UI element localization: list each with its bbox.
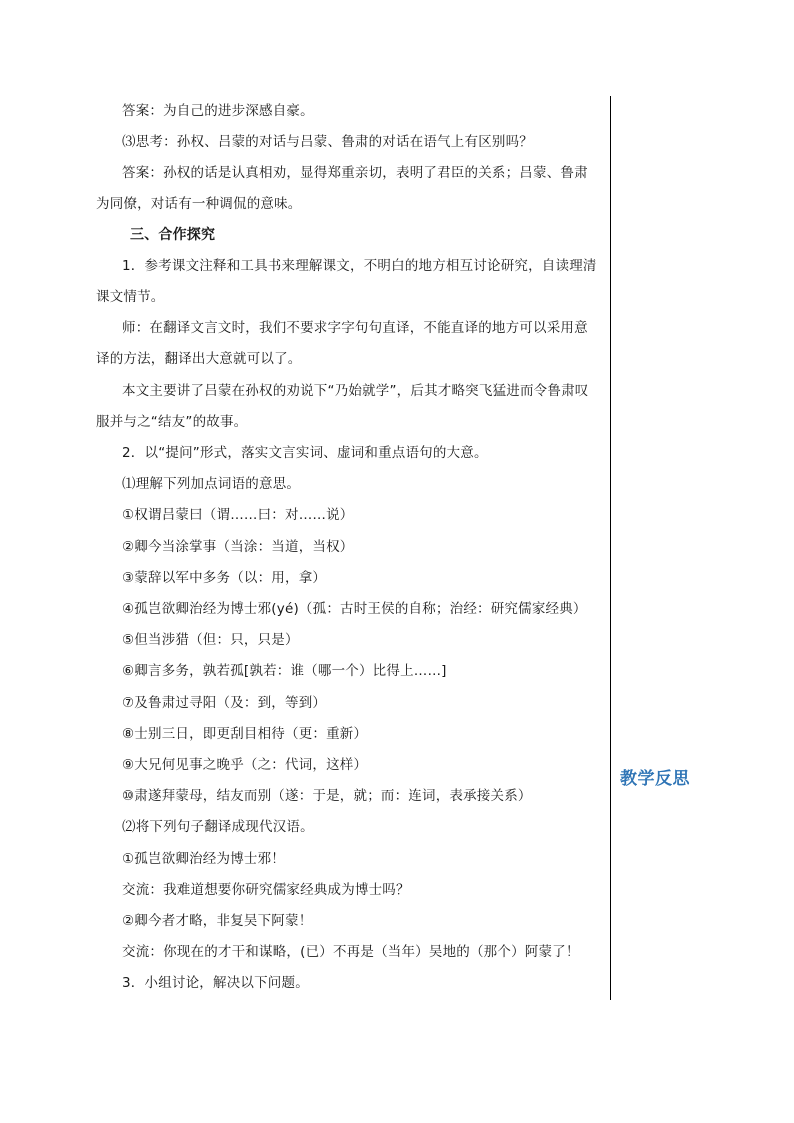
text-line: 课文情节。 [96,289,165,305]
text-line: 2．以“提问”形式，落实文言实词、虚词和重点语句的大意。 [122,445,488,461]
section-heading: 三、合作探究 [130,227,216,243]
text-line: 本文主要讲了吕蒙在孙权的劝说下“乃始就学”，后其才略突飞猛进而令鲁肃叹 [122,383,589,399]
text-line: ⑦及鲁肃过寻阳（及：到，等到） [122,695,327,711]
text-line: ⑶思考：孙权、吕蒙的对话与吕蒙、鲁肃的对话在语气上有区别吗？ [122,134,533,150]
text-line: ⑥卿言多务，孰若孤[孰若：谁（哪一个）比得上……] [122,663,447,679]
text-line: ①权谓吕蒙曰（谓……曰：对……说） [122,507,354,523]
text-line: ②卿今当涂掌事（当涂：当道，当权） [122,539,354,555]
text-line: 答案：孙权的话是认真相劝，显得郑重亲切，表明了君臣的关系；吕蒙、鲁肃 [122,165,588,181]
teaching-reflection-label: 教学反思 [620,769,690,789]
text-line: ⑧士别三日，即更刮目相待（更：重新） [122,726,368,742]
text-line: ⑩肃遂拜蒙母，结友而别（遂：于是，就；而：连词，表承接关系） [122,788,532,804]
text-line: 服并与之“结友”的故事。 [96,414,248,430]
text-line: ④孤岂欲卿治经为博士邪(yé)（孤：古时王侯的自称；治经：研究儒家经典） [122,601,587,617]
text-line: ⑴理解下列加点词语的意思。 [122,476,301,492]
text-line: 答案：为自己的进步深感自豪。 [122,103,314,119]
text-line: 3．小组讨论，解决以下问题。 [122,975,309,991]
text-line: ⑤但当涉猎（但：只，只是） [122,632,299,648]
text-line: ②卿今者才略，非复吴下阿蒙！ [122,913,313,929]
column-divider [610,96,611,1000]
text-line: ③蒙辞以军中多务（以：用，拿） [122,570,327,586]
text-line: 交流：我难道想要你研究儒家经典成为博士吗？ [122,882,410,898]
text-line: ①孤岂欲卿治经为博士邪！ [122,851,286,867]
text-line: 师：在翻译文言文时，我们不要求字字句句直译，不能直译的地方可以采用意 [122,320,588,336]
text-line: ⑵将下列句子翻译成现代汉语。 [122,819,314,835]
text-line: 译的方法，翻译出大意就可以了。 [96,351,302,367]
text-line: 交流：你现在的才干和谋略，(已）不再是（当年）吴地的（那个）阿蒙了！ [122,944,580,960]
text-line: 1．参考课文注释和工具书来理解课文，不明白的地方相互讨论研究，自读理清 [122,258,597,274]
text-line: 为同僚，对话有一种调侃的意味。 [96,196,302,212]
text-line: ⑨大兄何见事之晚乎（之：代词，这样） [122,757,368,773]
